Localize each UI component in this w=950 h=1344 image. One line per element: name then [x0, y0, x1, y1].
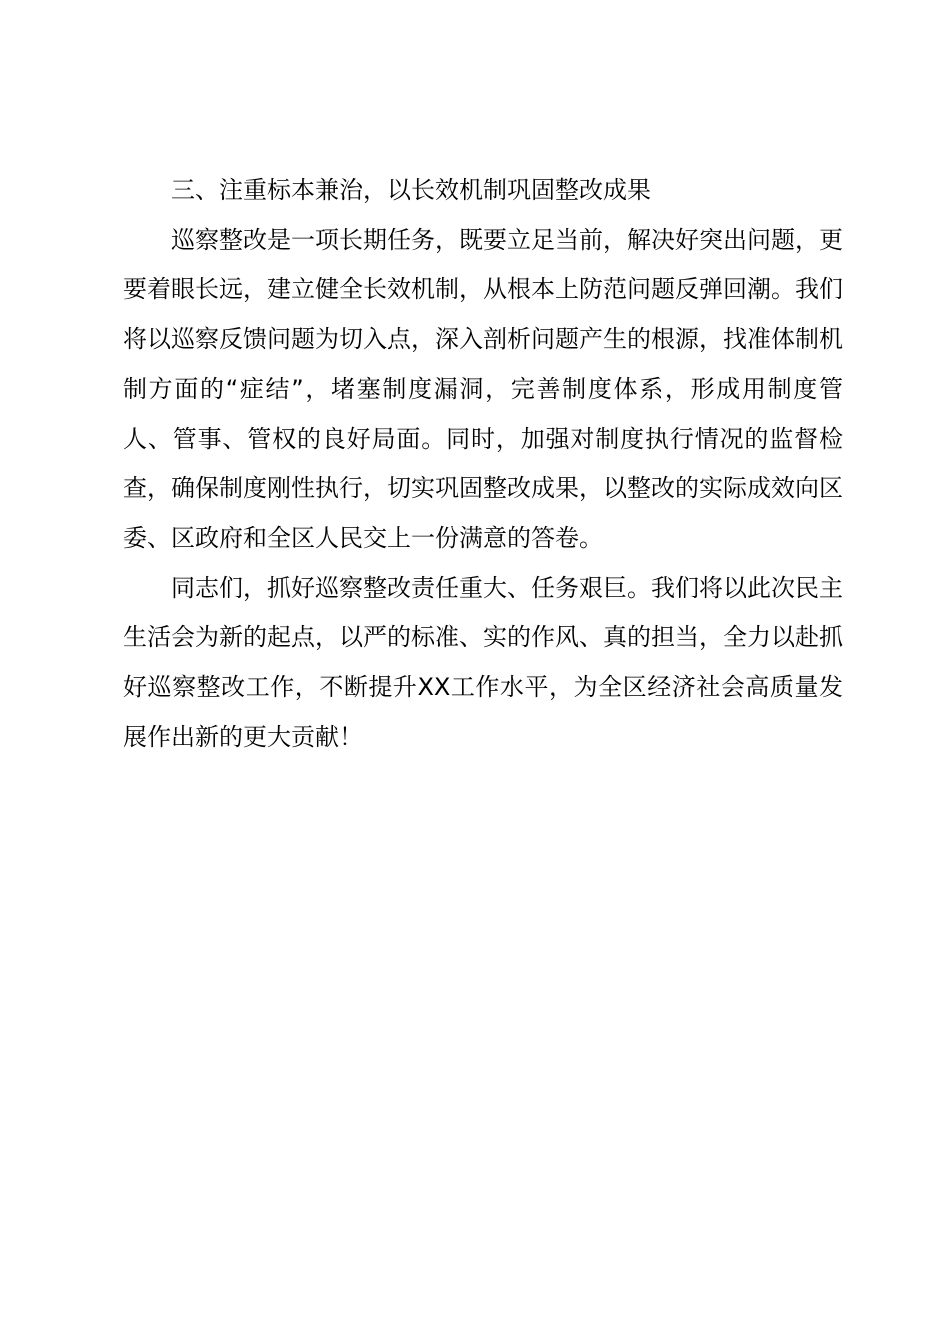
paragraph-closing-remarks: 同志们，抓好巡察整改责任重大、任务艰巨。我们将以此次民主生活会为新的起点，以严的标准、实的作风、真的担当，全力以赴抓好巡察整改工作，不断提升XX工作水平，为全区经济社会高质量发展作出新的更大贡献！: [123, 573, 843, 751]
document-body: [123, 166, 843, 762]
paragraph-rectification-mechanism: 巡察整改是一项长期任务，既要立足当前，解决好突出问题，更要着眼长远，建立健全长效机制，从根本上防范问题反弹回潮。我们将以巡察反馈问题为切入点，深入剖析问题产生的根源，找准体制机制方面的“症结”，堵塞制度漏洞，完善制度体系，形成用制度管人、管事、管权的良好局面。同时，加强对制度执行情况的监督检查，确保制度刚性执行，切实巩固整改成果，以整改的实际成效向区委、区政府和全区人民交上一份满意的答卷。: [123, 225, 843, 552]
section-heading: 三、注重标本兼治，以长效机制巩固整改成果: [171, 176, 651, 204]
